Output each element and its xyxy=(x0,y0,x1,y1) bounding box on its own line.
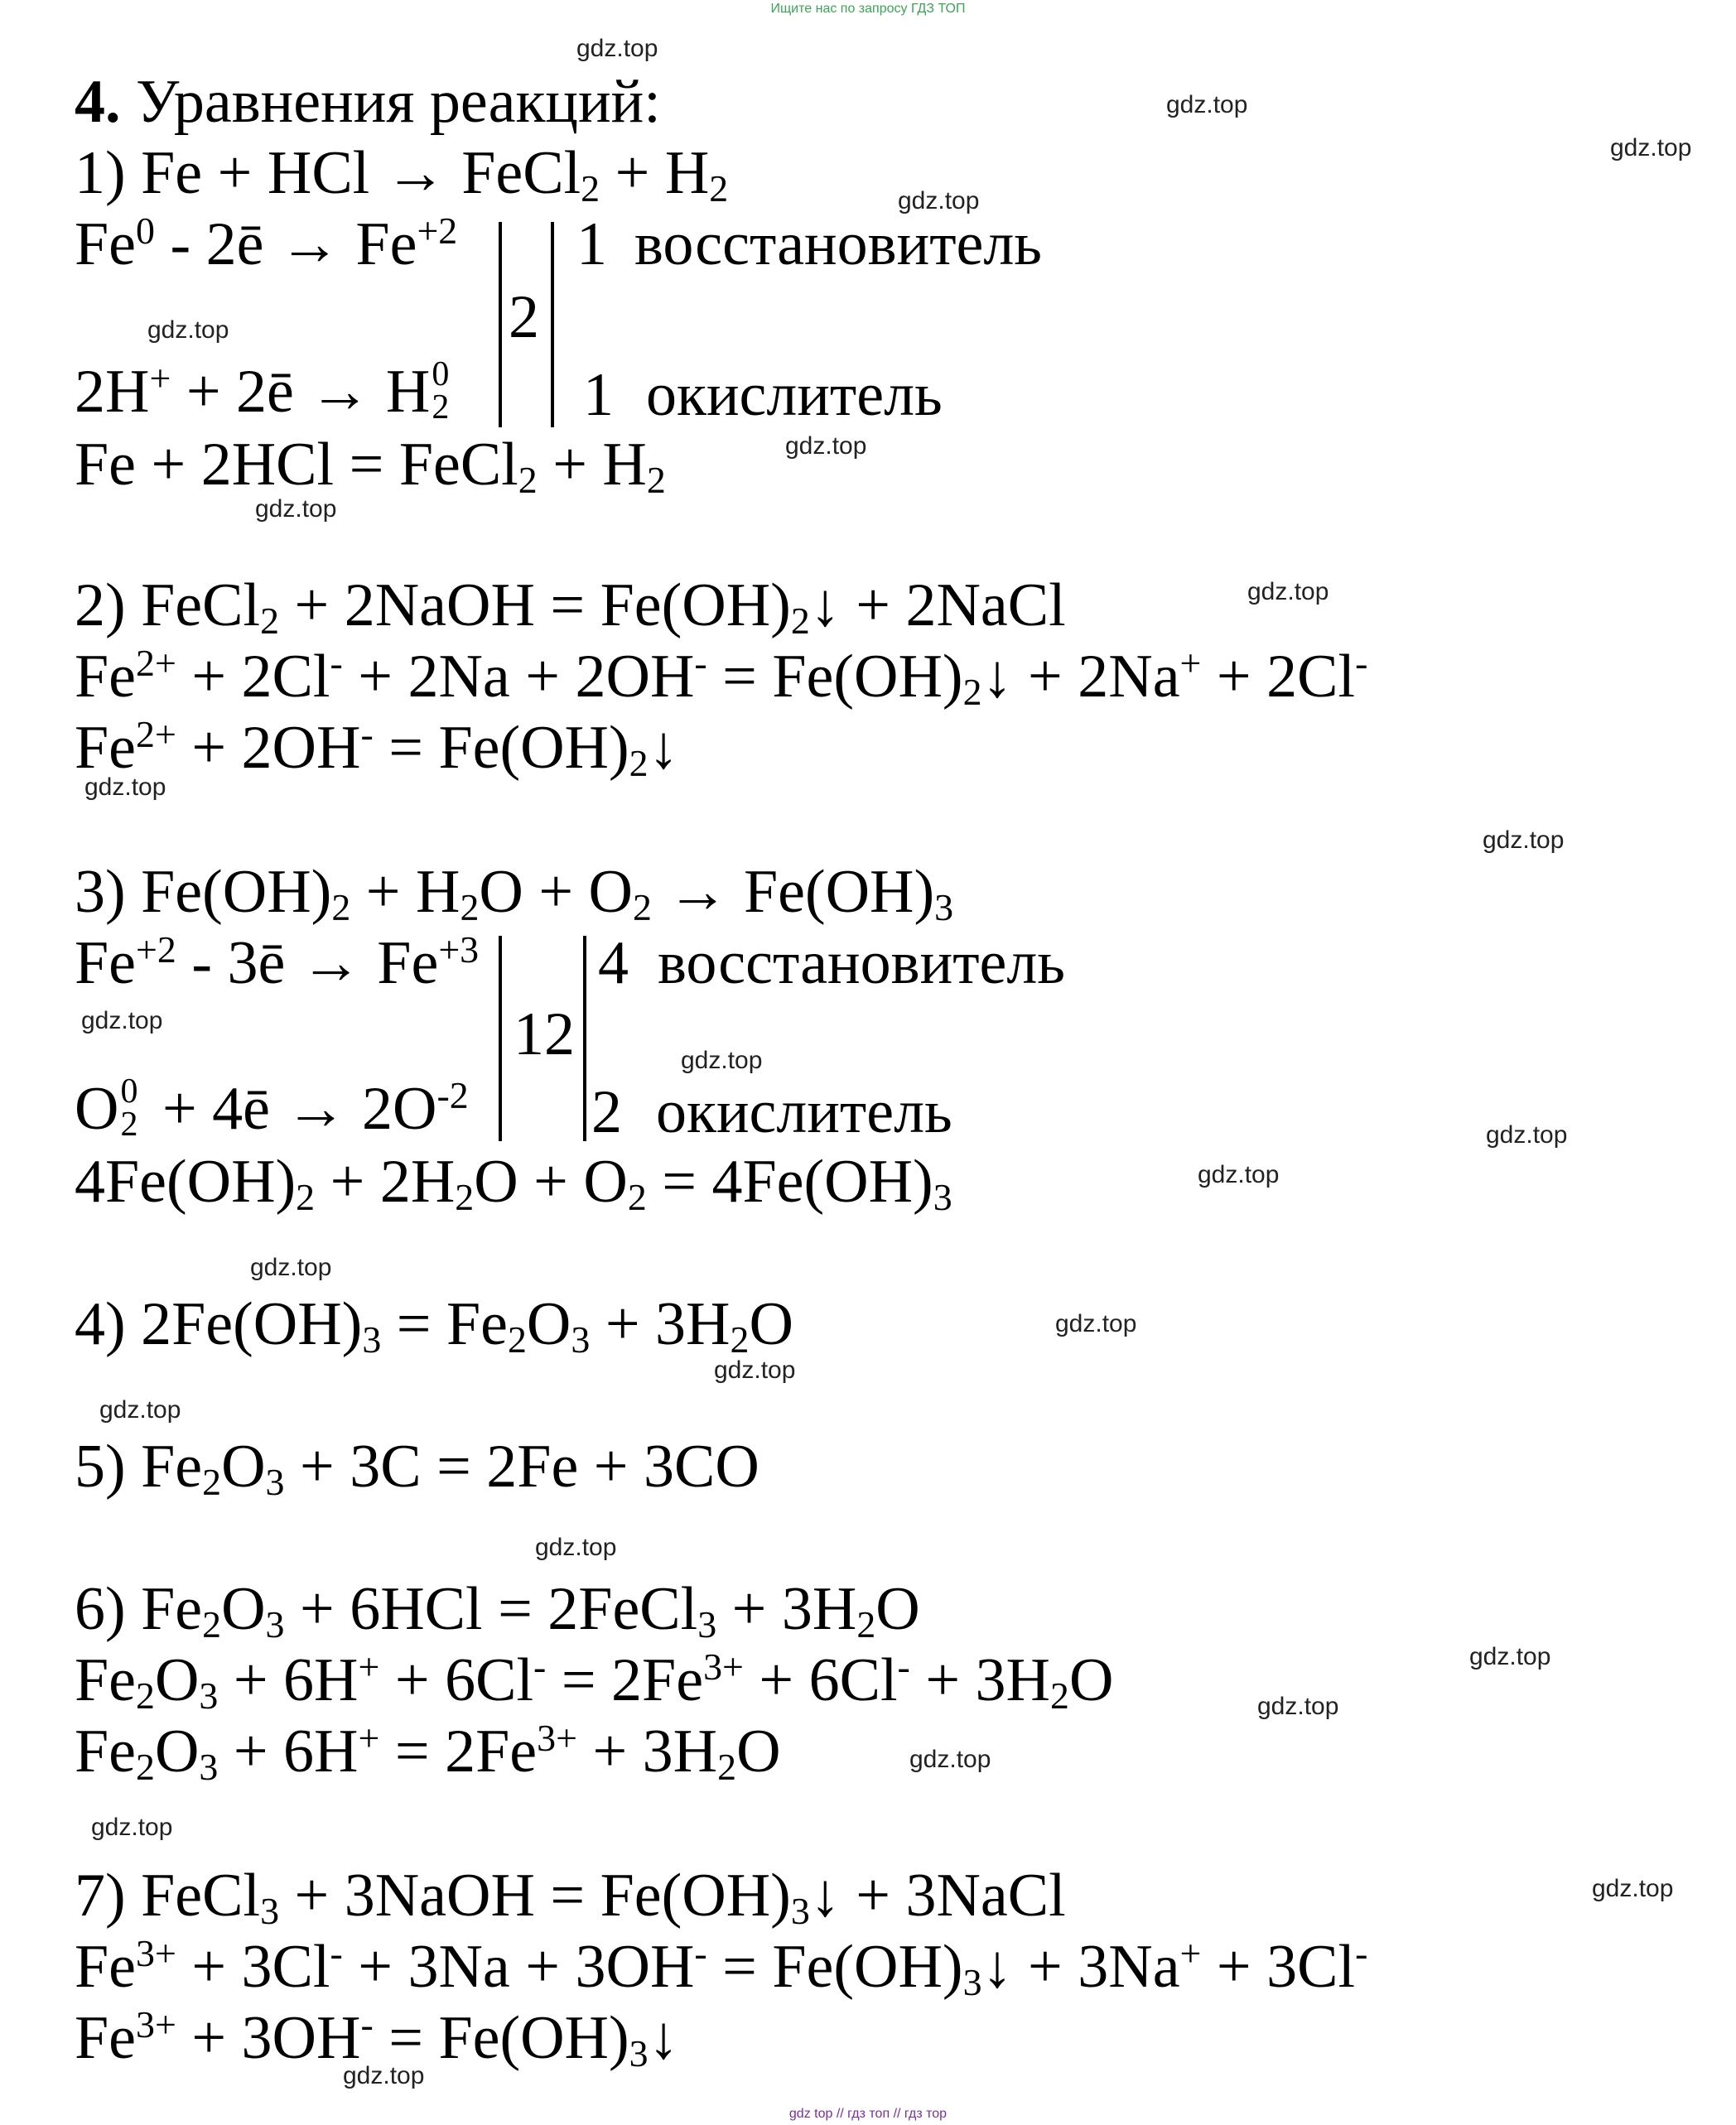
reaction-1-equation: 1) Fe + HCl → FeCl$_2$ + $H_2$ xyxy=(75,139,729,210)
reaction-1-role-reducer: восстановитель xyxy=(634,210,1043,278)
reaction-1-oxidation-half: Fe$^0$ - 2ē → $Fe^{+2}$ xyxy=(75,209,458,278)
watermark: gdz.top xyxy=(255,495,337,523)
reaction-6-molecular: 6) $Fe_2O_3 + 6HCl$ = 2FeCl$_3$ + $3H_2O$ xyxy=(75,1575,920,1646)
watermark: gdz.top xyxy=(535,1534,617,1561)
reaction-2-full-ionic: $Fe^{2+} + 2Cl^- + 2Na + 2OH^-$ = $Fe(OH)_2↓ + 2Na^+ + 2Cl^-$ xyxy=(75,641,1368,714)
title-text: Уравнения реакций: xyxy=(136,68,661,136)
watermark: gdz.top xyxy=(343,2062,425,2089)
reaction-3-role-oxidizer: окислитель xyxy=(656,1078,952,1146)
watermark: gdz.top xyxy=(91,1814,173,1841)
reaction-6-full-ionic: $Fe_2O_3 + 6H^+ + 6Cl^- = 2Fe^{3+} + 6Cl^- + 3H_2O$ xyxy=(75,1645,1114,1718)
watermark: gdz.top xyxy=(1198,1161,1280,1188)
watermark: gdz.top xyxy=(1247,578,1329,605)
reaction-1-role-oxidizer: окислитель xyxy=(646,361,943,429)
reaction-1-final: Fe + 2HCl = FeCl$_2$ + $H_2$ xyxy=(75,431,666,502)
watermark: gdz.top xyxy=(1469,1643,1551,1670)
footer-note: gdz top // гдз топ // гдз тор xyxy=(788,2107,948,2121)
page-title xyxy=(75,68,661,136)
reaction-1-lcm: 2 xyxy=(509,283,539,351)
reaction-4-equation: 4) $2Fe(OH)_3 = Fe_2O_3 + 3H_2O$ xyxy=(75,1290,793,1361)
reaction-1-reduction-half: 2H+ + 2ē → H 0 2 xyxy=(75,355,450,426)
watermark: gdz.top xyxy=(84,773,166,801)
reaction-3-role-reducer: восстановитель xyxy=(658,929,1066,997)
reaction-7-molecular: 7) FeCl$_3$ + 3NaOH = $Fe(OH)_3↓$ + 3NaCl xyxy=(75,1862,1066,1933)
watermark: gdz.top xyxy=(1055,1310,1137,1337)
reaction-7-short-ionic: $Fe^{3+} + 3OH^-$ = $Fe(OH)_3↓$ xyxy=(75,2002,679,2075)
watermark: gdz.top xyxy=(99,1396,181,1424)
reaction-3-bracket-left xyxy=(499,936,502,1141)
reaction-1-bracket-left xyxy=(499,222,502,427)
watermark: gdz.top xyxy=(1483,826,1565,854)
reaction-3-bracket-right xyxy=(583,936,586,1141)
reaction-1-bracket-right xyxy=(551,222,554,427)
reaction-3-coef-1: 4 xyxy=(598,929,629,997)
watermark: gdz.top xyxy=(785,432,867,460)
reaction-6-short-ionic: $Fe_2O_3 + 6H^+ = 2Fe^{3+} + 3H_2O$ xyxy=(75,1716,781,1789)
watermark: gdz.top xyxy=(681,1047,763,1074)
watermark: gdz.top xyxy=(1257,1693,1339,1720)
watermark: gdz.top xyxy=(250,1254,332,1281)
watermark: gdz.top xyxy=(898,187,980,214)
reaction-1-coef-2: 1 xyxy=(583,361,614,429)
reaction-3-equation: 3) $Fe(OH)_2 + H_2O + O_2 \to Fe(OH)_3$ xyxy=(75,858,954,929)
reaction-2-short-ionic: $Fe^{2+} + 2OH^-$ = $Fe(OH)_2↓$ xyxy=(75,712,679,785)
reaction-1-coef-1: 1 xyxy=(576,210,607,278)
header-note: Ищите нас по запросу ГДЗ ТОП xyxy=(770,2,966,16)
reaction-3-coef-2: 2 xyxy=(591,1078,622,1146)
reaction-3-reduction-half: O 0 2 + 4ē → $2O^{-2}$ xyxy=(75,1072,469,1144)
watermark: gdz.top xyxy=(909,1746,991,1773)
reaction-5-equation: 5) $Fe_2O_3 + 3C = 2Fe + 3CO$ xyxy=(75,1433,760,1504)
reaction-3-lcm: 12 xyxy=(514,1000,575,1068)
reaction-3-final: $4Fe(OH)_2 + 2H_2O + O_2 = 4Fe(OH)_3$ xyxy=(75,1148,952,1219)
title-number: 4. xyxy=(75,68,121,136)
watermark: gdz.top xyxy=(1166,91,1248,118)
watermark: gdz.top xyxy=(714,1356,796,1384)
reaction-3-oxidation-half: $Fe^{+2}$ - 3ē → $Fe^{+3}$ xyxy=(75,928,480,997)
watermark: gdz.top xyxy=(576,35,658,62)
watermark: gdz.top xyxy=(81,1007,163,1034)
reaction-2-molecular: 2) FeCl$_2$ + 2NaOH = $Fe(OH)_2↓$ + 2NaCl xyxy=(75,571,1066,643)
watermark: gdz.top xyxy=(1610,134,1692,161)
watermark: gdz.top xyxy=(1486,1121,1568,1149)
watermark: gdz.top xyxy=(147,316,229,344)
watermark: gdz.top xyxy=(1592,1875,1674,1902)
reaction-7-full-ionic: $Fe^{3+} + 3Cl^- + 3Na + 3OH^-$ = $Fe(OH)_3↓ + 3Na^+ + 3Cl^-$ xyxy=(75,1931,1368,2004)
